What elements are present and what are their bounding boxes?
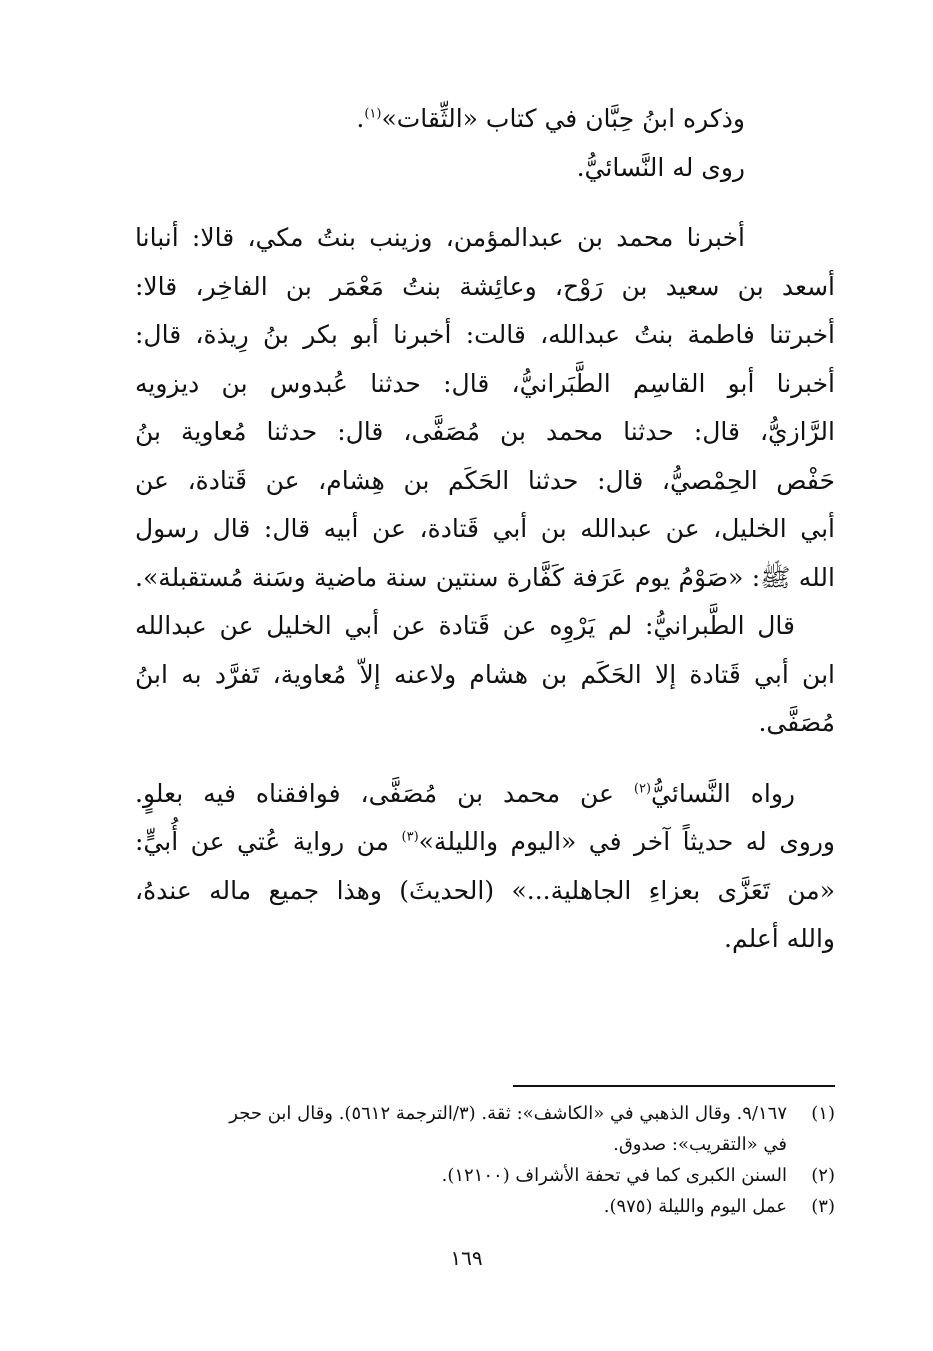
text-span: وروى له حديثاً آخر في «اليوم والليلة» bbox=[418, 827, 835, 856]
footnote bbox=[135, 1098, 835, 1129]
text-line bbox=[135, 818, 835, 867]
footnote-number: (٢) bbox=[811, 1165, 835, 1186]
text-line: مُصَفَّى. bbox=[758, 708, 835, 737]
footnote-ref[interactable]: (١) bbox=[364, 106, 382, 122]
text-line: الله ﷺ: «صَوْمُ يوم عَرَفة كَفَّارة سنتين سنة ماضية وسَنة مُستقبلة». bbox=[135, 562, 835, 592]
footnote-text: ٩/١٦٧. وقال الذهبي في «الكاشف»: ثقة. (٣/الترجمة ٥٦١٢). وقال ابن حجر bbox=[229, 1103, 787, 1124]
text-line: أخبرنا محمد بن عبدالمؤمن، وزينب بنتُ مكي، قالا: أنبانا bbox=[135, 223, 745, 252]
text-line: الرَّازيُّ، قال: حدثنا محمد بن مُصَفَّى، قال: حدثنا مُعاوية بنُ bbox=[135, 417, 835, 446]
footnote-number: (١) bbox=[811, 1103, 835, 1124]
footnote-ref[interactable]: (٣) bbox=[401, 829, 419, 845]
text-line: أبي الخليل، عن عبدالله بن أبي قَتادة، عن أبيه قال: قال رسول bbox=[135, 514, 835, 543]
text-line: أسعد بن سعيد بن رَوْح، وعائِشة بنتُ مَعْمَر بن الفاخِر، قالا: bbox=[135, 271, 835, 301]
text-line: ابن أبي قَتادة إلا الحَكَم بن هشام ولاعنه إلاّ مُعاوية، تَفرَّد به ابنُ bbox=[135, 659, 835, 689]
text-line bbox=[135, 95, 835, 144]
text-line: «من تَعَزَّى بعزاءِ الجاهلية...» (الحديثَ) وهذا جميع ماله عندهُ، bbox=[135, 875, 835, 905]
text-span: رواه النَّسائيُّ bbox=[651, 778, 795, 808]
footnotes bbox=[135, 1098, 835, 1222]
footnote-text: السنن الكبرى كما في تحفة الأشراف (١٢١٠٠). bbox=[441, 1165, 787, 1186]
text-span: وذكره ابنُ حِبَّان في كتاب «الثِّقات» bbox=[381, 104, 745, 133]
text-line: أخبرتنا فاطمة بنتُ عبدالله، قالت: أخبرنا أبو بكر بنُ رِيذة، قال: bbox=[135, 320, 835, 349]
text-line bbox=[135, 770, 835, 819]
text-span: من رواية عُتي عن أُبيٍّ: bbox=[135, 827, 390, 856]
text-span: . bbox=[356, 104, 365, 133]
footnotes-divider bbox=[513, 1085, 835, 1087]
text-line: والله أعلم. bbox=[724, 924, 835, 953]
footnote bbox=[135, 1191, 835, 1222]
footnote bbox=[135, 1160, 835, 1191]
footnote-ref[interactable]: (٢) bbox=[633, 781, 652, 797]
footnote-text: عمل اليوم والليلة (٩٧٥). bbox=[603, 1196, 787, 1217]
text-line: حَفْص الحِمْصيُّ، قال: حدثنا الحَكَم بن هِشام، عن قَتادة، عن bbox=[135, 465, 835, 495]
page-number: ١٦٩ bbox=[450, 1246, 483, 1270]
main-text bbox=[135, 95, 835, 964]
text-line: أخبرنا أبو القاسِم الطَّبَرانيُّ، قال: حدثنا عُبدوس بن ديزويه bbox=[135, 368, 835, 398]
text-line: قال الطَّبرانيُّ: لم يَرْوِه عن قَتادة عن أبي الخليل عن عبدالله bbox=[135, 611, 795, 640]
text-span: عن محمد بن مُصَفَّى، فوافقناه فيه بعلوٍ. bbox=[135, 778, 614, 808]
footnote-number: (٣) bbox=[811, 1196, 835, 1217]
footnote-text: في «التقريب»: صدوق. bbox=[613, 1134, 787, 1155]
text-line: روى له النَّسائيُّ. bbox=[576, 152, 745, 182]
